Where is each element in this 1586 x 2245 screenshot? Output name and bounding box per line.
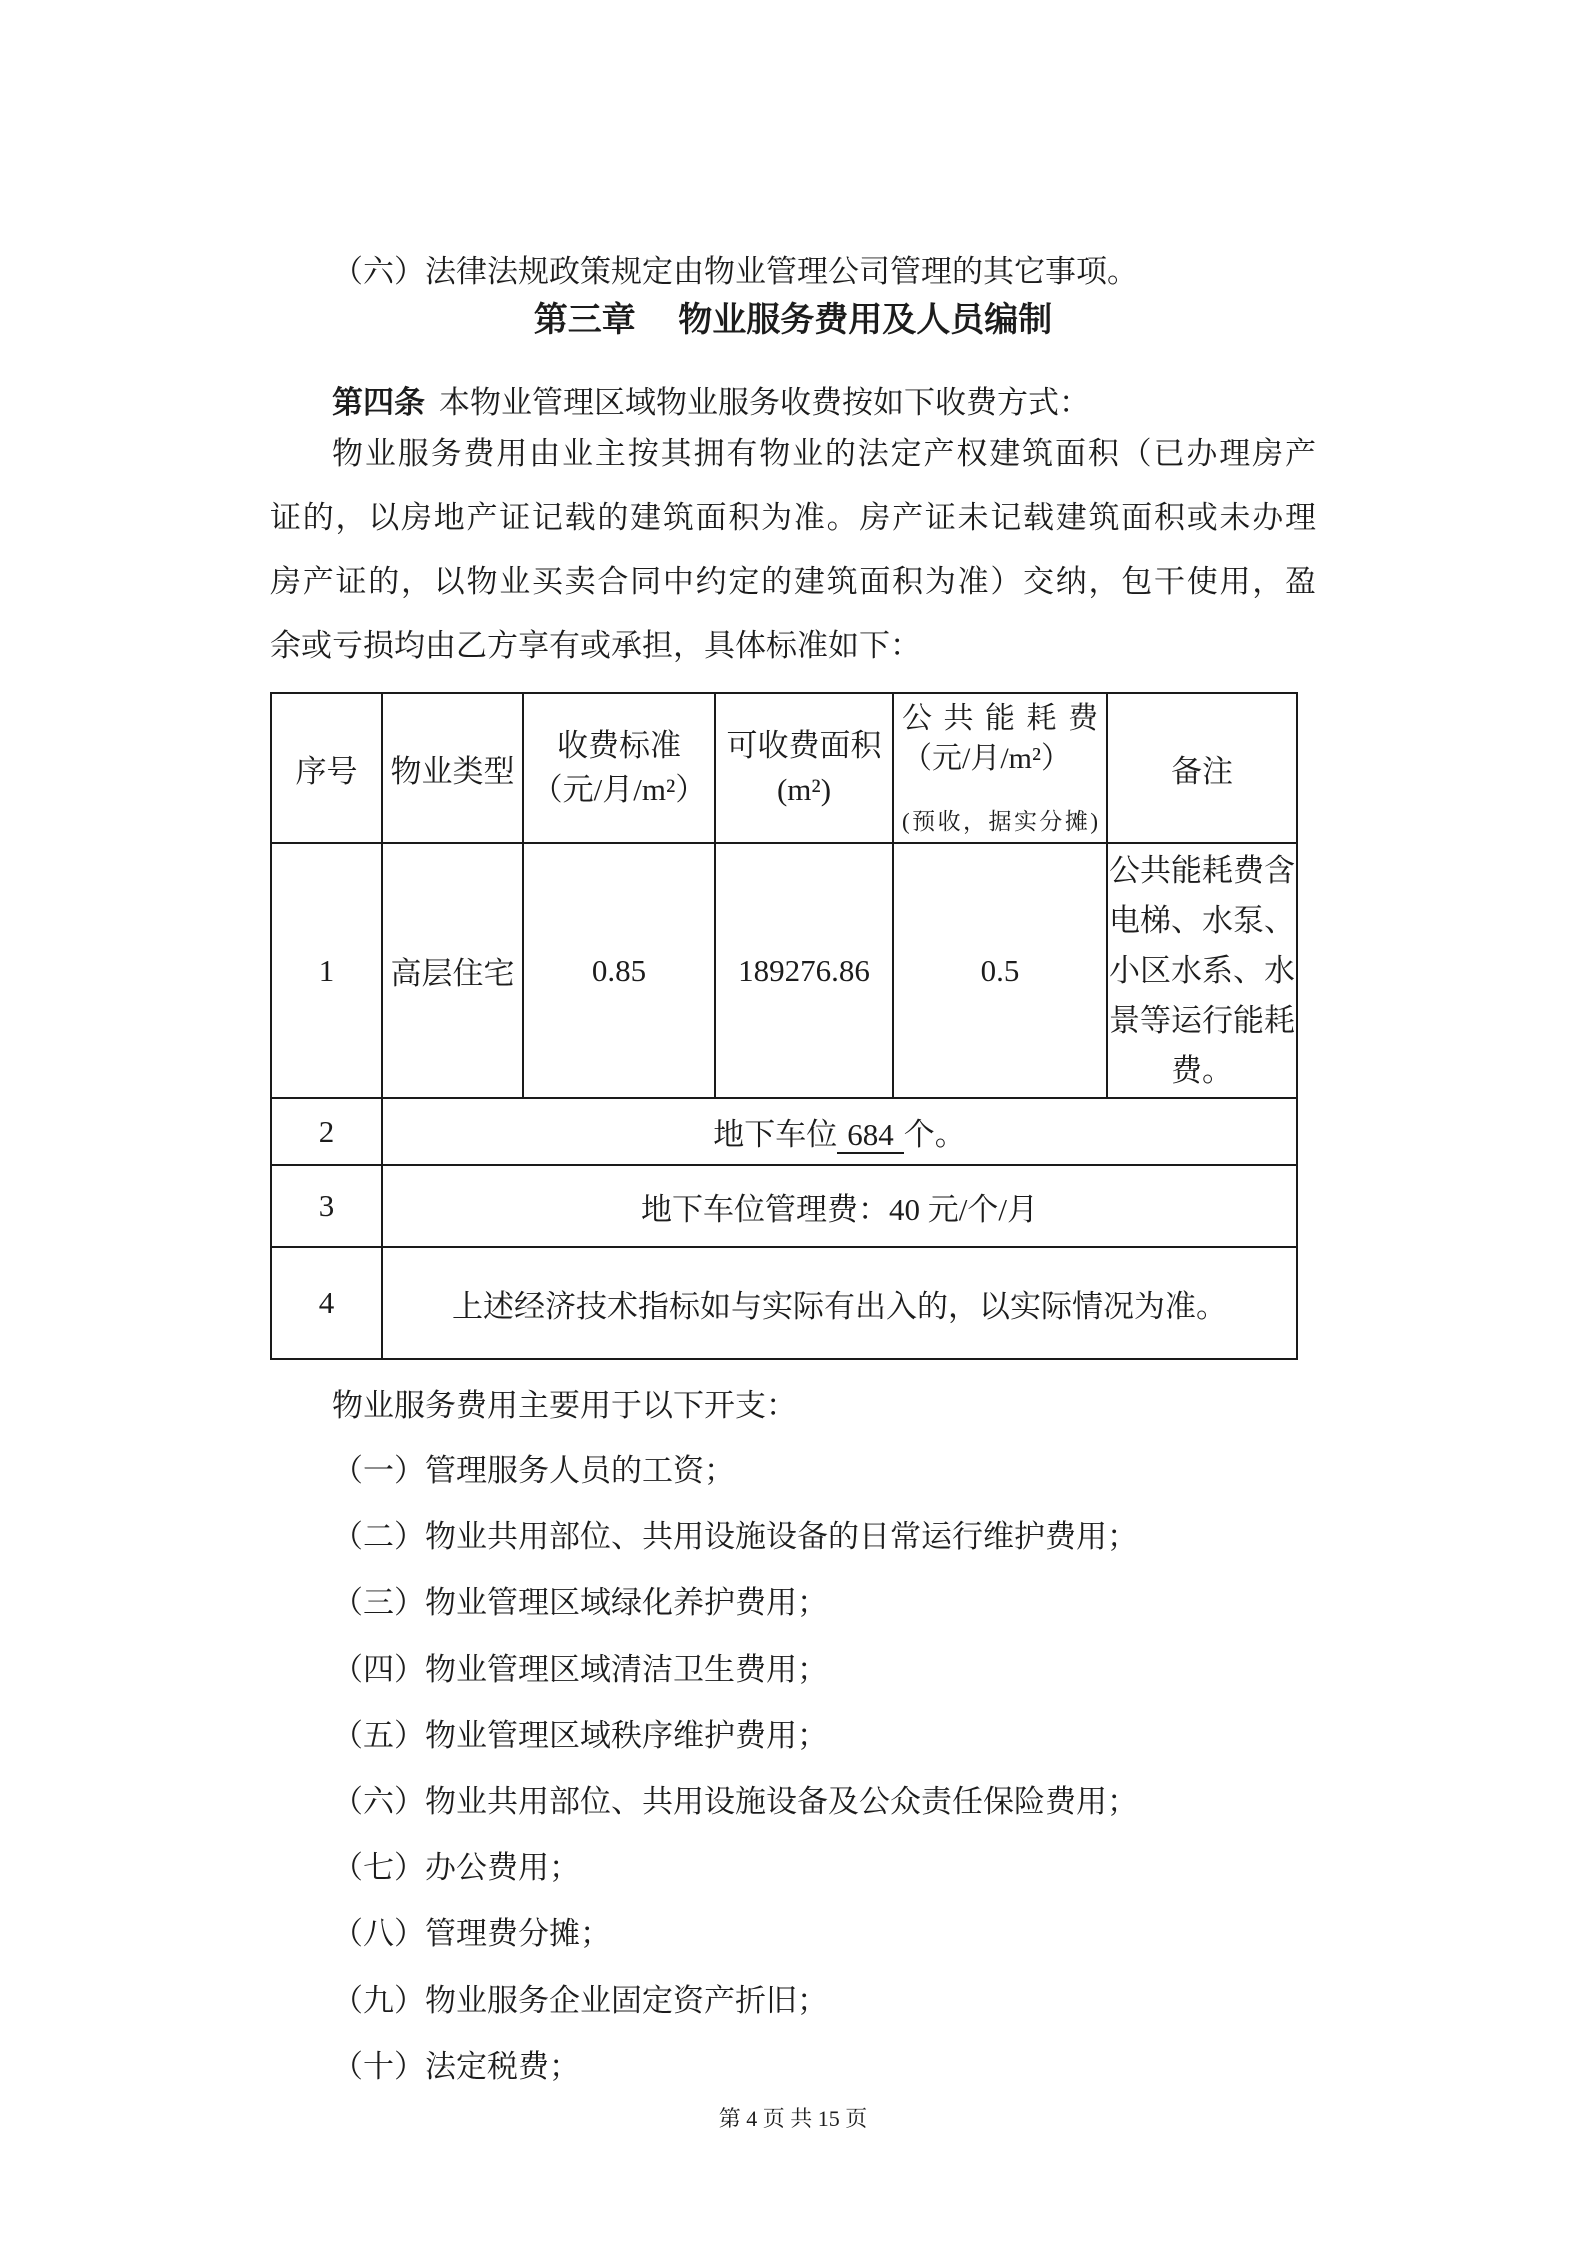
paragraph-line: 房产证的，以物业买卖合同中约定的建筑面积为准）交纳，包干使用，盈 bbox=[270, 564, 1316, 599]
expense-item: （四）物业管理区域清洁卫生费用； bbox=[332, 1651, 828, 1687]
article-text: 本物业管理区域物业服务收费按如下收费方式： bbox=[439, 385, 1090, 420]
paragraph-line: 证的，以房地产证记载的建筑面积为准。房产证未记载建筑面积或未办理 bbox=[270, 500, 1316, 535]
row3-serial: 3 bbox=[271, 1165, 382, 1247]
header-area-title: 可收费面积 bbox=[726, 728, 882, 763]
table-row bbox=[271, 843, 1297, 1098]
article-label: 第四条 bbox=[332, 385, 425, 420]
row2-merged-cell bbox=[382, 1098, 1297, 1165]
clause-six-line: （六）法律法规政策规定由物业管理公司管理的其它事项。 bbox=[332, 254, 1138, 289]
header-energy-note: (预收，据实分摊) bbox=[902, 809, 1098, 834]
table-header-row bbox=[271, 693, 1297, 843]
row1-property-type: 高层住宅 bbox=[382, 843, 523, 1098]
expense-item: （一）管理服务人员的工资； bbox=[332, 1453, 735, 1488]
row2-parking-count: 684 bbox=[837, 1117, 904, 1154]
header-rate-title: 收费标准 bbox=[557, 728, 681, 763]
header-public-energy bbox=[893, 693, 1107, 843]
header-rate bbox=[523, 693, 715, 843]
expense-item: （二）物业共用部位、共用设施设备的日常运行维护费用； bbox=[332, 1519, 1138, 1555]
chapter-heading: 第三章 物业服务费用及人员编制 bbox=[533, 302, 1053, 339]
row1-area: 189276.86 bbox=[715, 843, 893, 1098]
header-property-type: 物业类型 bbox=[382, 693, 523, 843]
row1-rate: 0.85 bbox=[523, 843, 715, 1098]
expense-item: （三）物业管理区域绿化养护费用； bbox=[332, 1585, 828, 1621]
table-row bbox=[271, 1098, 1297, 1165]
header-energy-inner bbox=[894, 694, 1106, 842]
fee-table bbox=[270, 692, 1298, 1360]
page-number-footer: 第 4 页 共 15 页 bbox=[718, 2106, 868, 2131]
expense-item: （七）办公费用； bbox=[332, 1850, 580, 1886]
row1-energy: 0.5 bbox=[893, 843, 1107, 1098]
fee-paragraph bbox=[270, 428, 1316, 684]
row4-serial: 4 bbox=[271, 1247, 382, 1359]
row2-serial: 2 bbox=[271, 1098, 382, 1165]
table-row bbox=[271, 1165, 1297, 1247]
row4-merged-cell: 上述经济技术指标如与实际有出入的，以实际情况为准。 bbox=[382, 1247, 1297, 1359]
row2-suffix: 个。 bbox=[903, 1117, 966, 1152]
header-rate-unit: （元/月/m²） bbox=[531, 772, 707, 807]
row1-serial: 1 bbox=[271, 843, 382, 1098]
header-energy-title: 公共能耗费 bbox=[902, 702, 1098, 735]
article-four-line bbox=[270, 383, 1316, 423]
fee-table-container bbox=[270, 692, 1316, 1360]
expense-list bbox=[270, 1450, 1316, 2112]
header-chargeable-area bbox=[715, 693, 893, 843]
table-row bbox=[271, 1247, 1297, 1359]
header-area-unit: (m²) bbox=[776, 772, 832, 807]
row3-merged-cell: 地下车位管理费：40 元/个/月 bbox=[382, 1165, 1297, 1247]
header-remark: 备注 bbox=[1107, 693, 1297, 843]
row1-remark: 公共能耗费含电梯、水泵、小区水系、水景等运行能耗费。 bbox=[1107, 843, 1297, 1098]
expense-item: （十）法定税费； bbox=[332, 2048, 580, 2084]
header-energy-unit: （元/月/m²） bbox=[902, 742, 1071, 775]
header-energy-top bbox=[902, 699, 1098, 779]
row2-prefix: 地下车位 bbox=[713, 1117, 838, 1152]
paragraph-line: 余或亏损均由乙方享有或承担，具体标准如下： bbox=[270, 628, 921, 663]
expense-item: （八）管理费分摊； bbox=[332, 1916, 611, 1952]
header-serial: 序号 bbox=[271, 693, 382, 843]
expense-item: （六）物业共用部位、共用设施设备及公众责任保险费用； bbox=[332, 1783, 1138, 1819]
expense-item: （五）物业管理区域秩序维护费用； bbox=[332, 1717, 828, 1753]
expenses-intro: 物业服务费用主要用于以下开支： bbox=[332, 1388, 797, 1423]
paragraph-line: 物业服务费用由业主按其拥有物业的法定产权建筑面积（已办理房产 bbox=[332, 436, 1316, 471]
expense-item: （九）物业服务企业固定资产折旧； bbox=[332, 1982, 828, 2018]
